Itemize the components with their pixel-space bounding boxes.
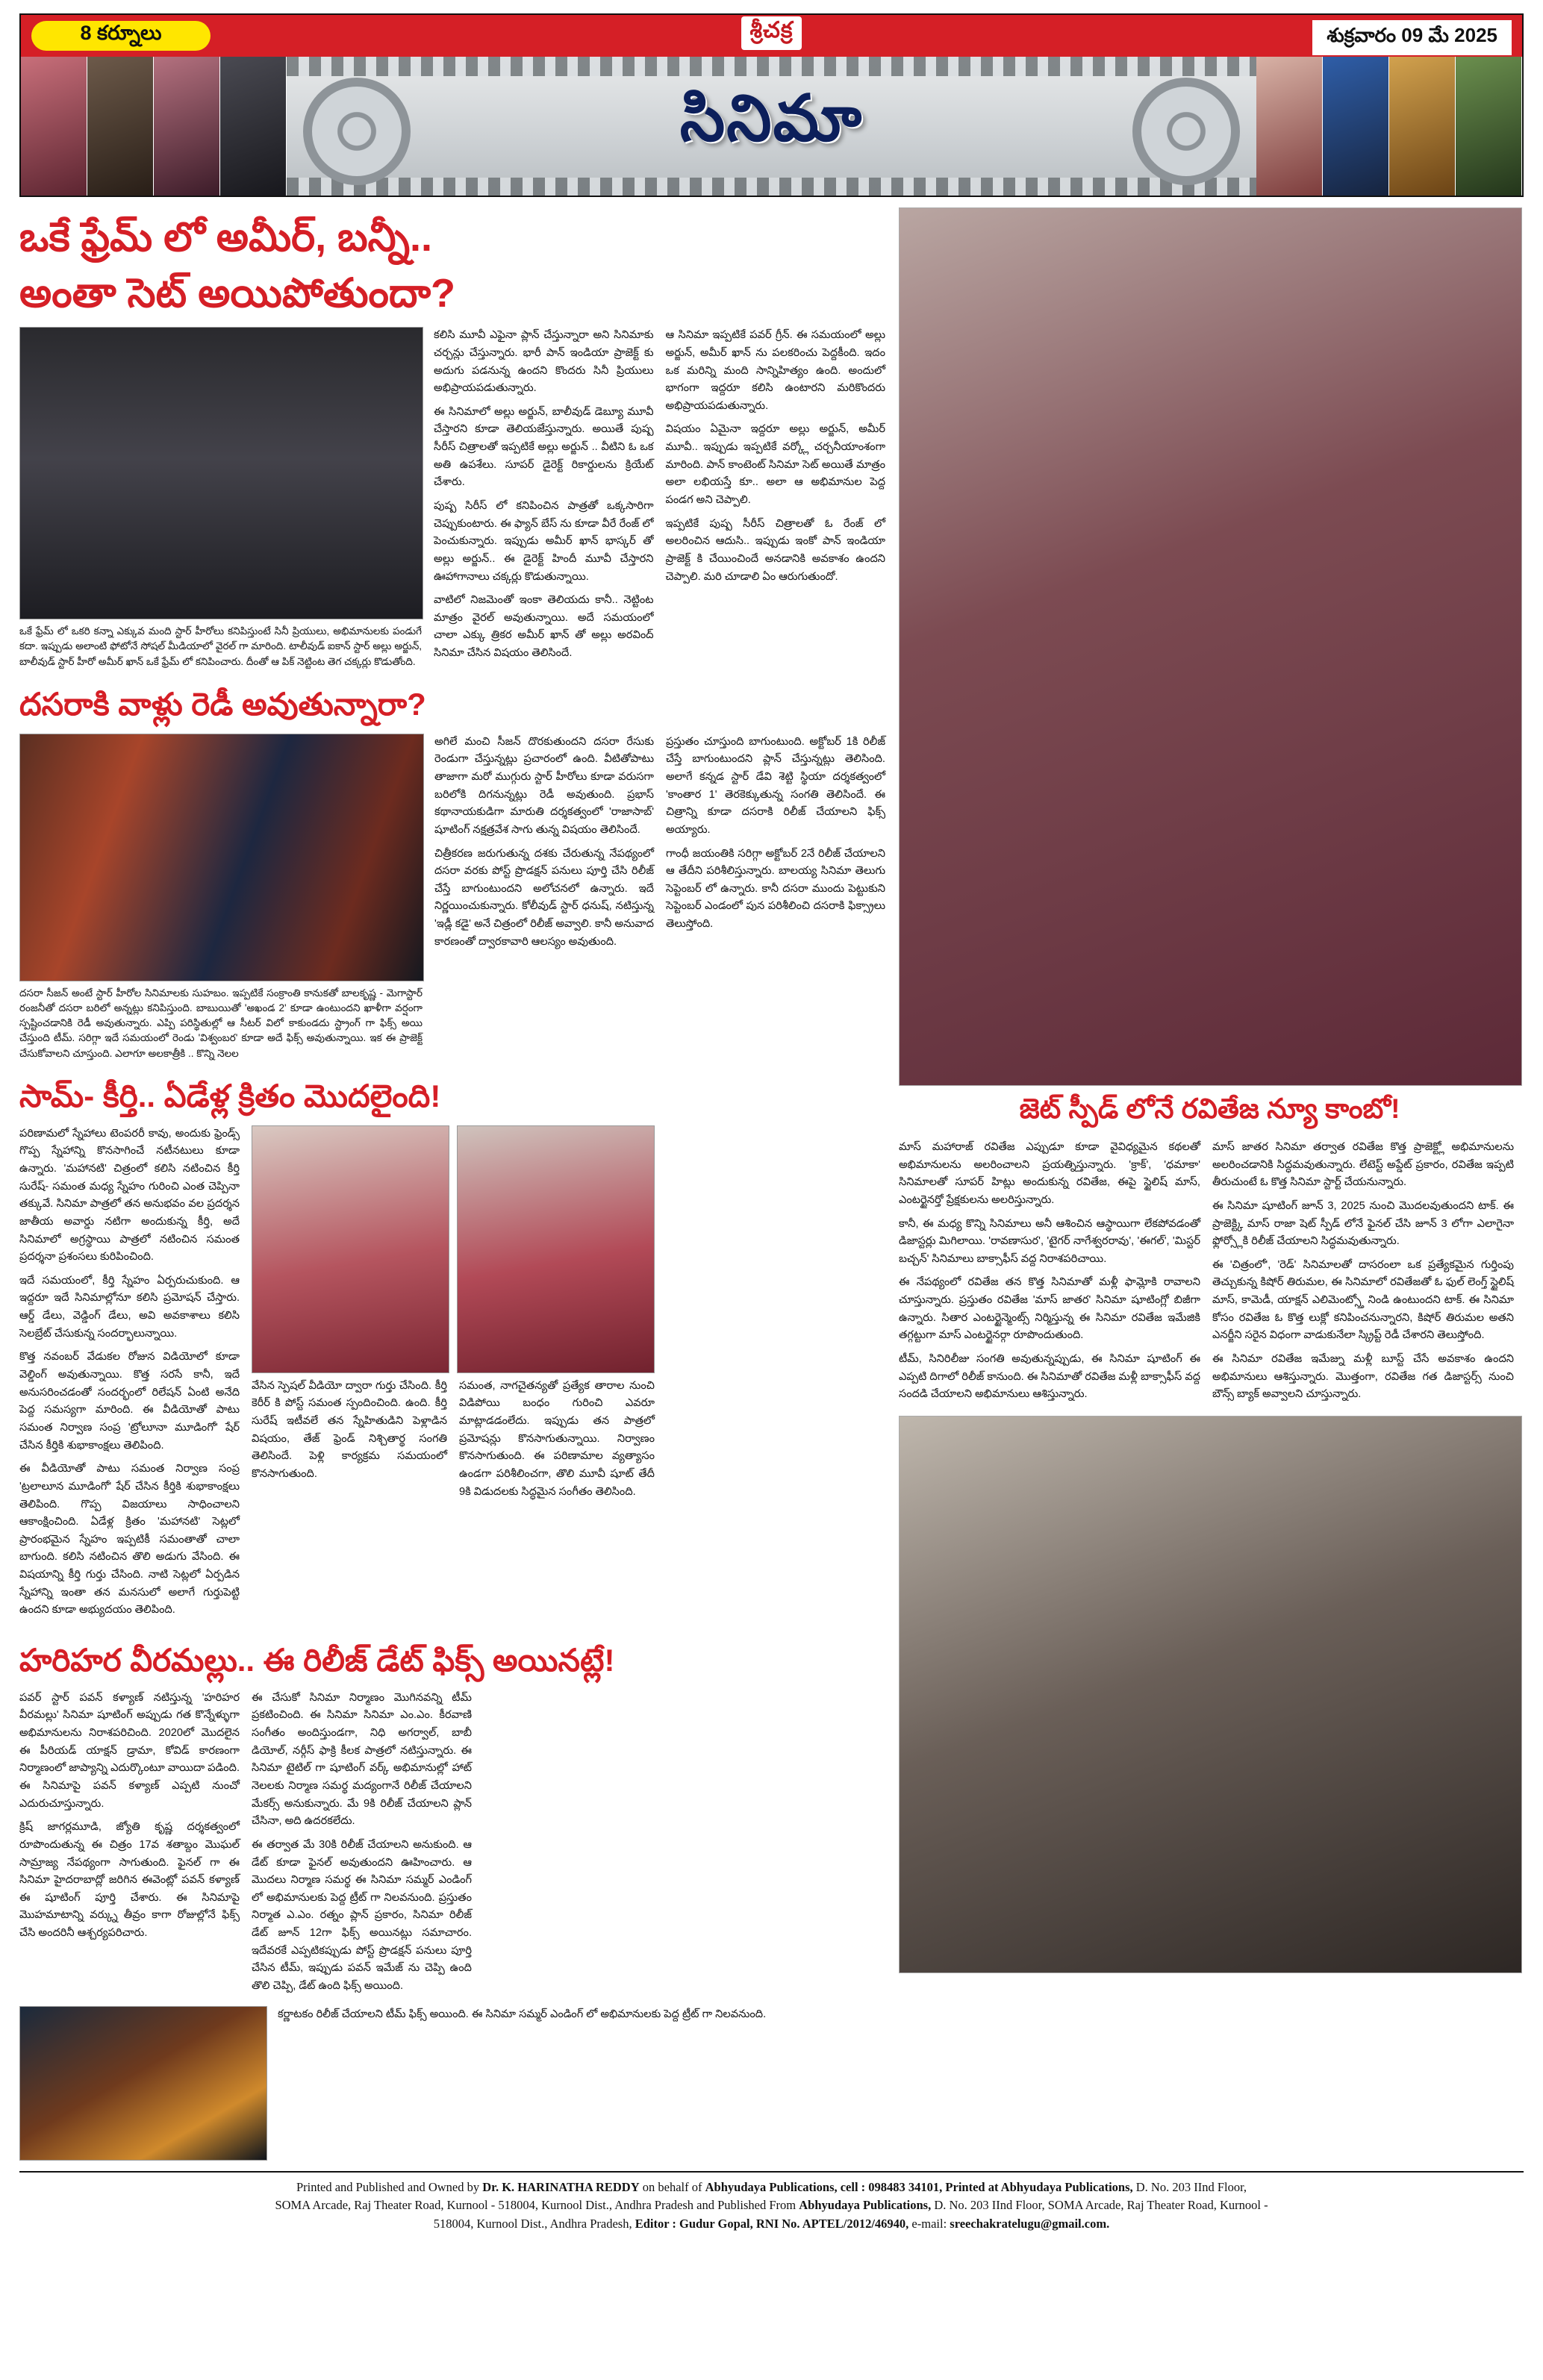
paragraph: మాస్ మహారాజ్ రవితేజ ఎప్పుడూ కూడా వైవిధ్యమైన కథలతో అభిమానులను అలరించాలని ప్రయత్నిస్తున్నారు. 'క్రాక్', 'ధమాకా' సినిమాలతో సూపర్ హిట్లు అందుకున్న రవితేజ, ఈపై స్టైలిష్ మాస్, ఎంటర్టైనర్తో ప్రేక్షకులను అలరిస్తున్నారు. [899, 1141, 1200, 1206]
paragraph: ఈ 'చిత్రంలో', 'రెడ్' సినిమాలతో దాసరంలా ఒక ప్రత్యేకమైన గుర్తింపు తెచ్చుకున్న కిషోర్ తిరుమల, ఈ సినిమాలో రవితేజతో ఓ ఫుల్ లెంగ్త్ స్టైలిష్ మాస్, కామెడీ, యాక్షన్ ఎలిమెంట్స్తో నిండి ఉంటుందని టాక్. ఈ సినిమా కోసం రవితేజ ఓ కొత్త లుక్లో కనిపించనున్నారని, కిషోర్ తిరుమల అతని ఎనర్జీని సరైన విధంగా వాడుకునేలా స్క్రిప్ట్ రెడీ చేశారని తెలుస్తోంది. [1212, 1258, 1514, 1342]
article-text-col-1 [19, 1125, 240, 1625]
paragraph: విషయం ఏమైనా ఇద్దరూ అల్లు అర్జున్, అమీర్ మూవీ.. ఇప్పుడు ఇప్పటికే వర్క్లో చర్చనీయాంశంగా మారింది. పాన్ కాంటెంట్ సినిమా సెట్ అయితే మాత్రం అలా లభియస్తే కూ.. అలా ఆ అభిమానుల పెద్ద పండగ అని చెప్పాలి. [665, 423, 886, 506]
article-text-col-1 [434, 734, 654, 1061]
actress-thumb-5 [1256, 57, 1323, 197]
imprint-text: 518004, Kurnool Dist., Andhra Pradesh, [433, 2217, 635, 2231]
paragraph: ఈ సినిమాలో అల్లు అర్జున్, బాలీవుడ్ డెబ్యూ మూవీ చేస్తారని కూడా తెలియజేస్తున్నారు. అయితే పుష్ప సీరీస్ చిత్రాలతో ఇప్పటికే అల్లు అర్జున్ .. వీటిని ఓ ఒక అతి ఉపశేలు. సూపర్ డైరెక్ట్ రికార్డులను క్రియేట్ చేశారు. [434, 405, 654, 489]
masthead-topbar [21, 15, 1522, 57]
article-text-col-3 [252, 1378, 447, 1507]
article-photo-block [19, 327, 422, 669]
masthead-body [21, 57, 1522, 197]
film-strip-top [287, 57, 1256, 76]
paragraph: పరిణామలో స్నేహాలు టెంపరరీ కావు, అందుకు ఫ్రెండ్స్ గొప్ప స్నేహాన్ని కొనసాగించే నటీనటులు కూడా ఉన్నారు. 'మహానటి' చిత్రంలో కలిసి నటించిన కీర్తి సురేష్- సమంత మధ్య స్నేహం గురించి ఎంత చెప్పినా తక్కువే. సినిమా పాత్రలో తన అనుభవం వల ప్రదర్శన జాతీయ అవార్డు నటిగా అందుకున్న కీర్తి, అదే సినిమాలో అగ్రస్థాయి పాత్రలో నటించిన సమంత ప్రదర్శనా ప్రశంసలు కురిపించింది. [19, 1127, 240, 1264]
article-photo-block [19, 734, 423, 1061]
film-reel-right-icon [1132, 78, 1240, 185]
article-text-col-4 [459, 1378, 655, 1507]
dasara-movies-collage-photo [19, 734, 424, 981]
article-samantha-keerthy [19, 1076, 885, 1625]
actor-thumb-2 [87, 57, 154, 197]
article-headline: సామ్- కీర్తి.. ఏడేళ్ల క్రితం మొదలైంది! [19, 1078, 441, 1114]
article-text-col-1 [434, 327, 653, 669]
left-column [19, 207, 885, 2161]
actor-thumb-8 [1456, 57, 1522, 197]
paragraph: సమంత, నాగచైతన్యతో ప్రత్యేక తారాల నుంచి విడిపోయి బంధం గురించి ఎవరూ మాట్లాడడంలేదు. ఇప్పుడు తన పాత్రలో ప్రమోషన్లు కొనసాగుతున్నాయి. నిర్వాణం కొనసాగుతుంది. ఈ పరిణామాల వ్యత్యాసం ఉండగా పరిశీలించగా, తొలి మూవీ షూట్ తేదీ 9కి విడుదలకు సిద్ధమైన సంగీతం తెలిసింది. [459, 1379, 655, 1498]
imprint-text: D. No. 203 IInd Floor, SOMA Arcade, Raj Theater Road, Kurnool - [931, 2198, 1268, 2213]
editor-info: Editor : Gudur Gopal, RNI No. APTEL/2012/46940, [635, 2217, 909, 2231]
right-column [899, 207, 1521, 2161]
paragraph: మాస్ జాతర సినిమా తర్వాత రవితేజ కొత్త ప్రాజెక్ట్లో అభిమానులను అలరించడానికి సిద్ధమవుతున్నారు. లేటెస్ట్ అప్డేట్ ప్రకారం, రవితేజ ఇప్పటి తీరుచుంటే ఓ కొత్త సినిమా స్టార్ట్ చేయనున్నారు. [1212, 1141, 1514, 1189]
paragraph: క్రిష్ జాగర్లమూడి, జ్యోతి కృష్ణ దర్శకత్వంలో రూపొందుతున్న ఈ చిత్రం 17వ శతాబ్దం మొఘల్ సామ్రాజ్య నేపథ్యంగా సాగుతుంది. ఫైనల్ గా ఈ సినిమా హైదరాబాద్లో జరిగిన ఈవెంట్లో పవన్ కళ్యాణ్ ఈ షూటింగ్ పూర్తి చేశారు. ఈ సినిమాపై మొహమాటాన్ని వర్క్ను తీవ్రం కాగా రోజుల్లోనే ఫిక్స్ చేసి అందరినీ ఆశ్చర్యపరిచారు. [19, 1821, 240, 1940]
actress-thumb-3 [154, 57, 220, 197]
paragraph: అగిలే మంచి సీజన్ దొరకుతుందని దసరా రేసుకు రెండుగా చేస్తున్నట్లు ప్రచారంలో ఉంది. వీటితోపాటు తాజాగా మరో ముగ్గురు స్టార్ హీరోలు కూడా వరుసగా బరిలోకి దిగనున్నట్లు రెడీ అవుతుంది. ప్రభాస్ కథానాయకుడిగా మారుతి దర్శకత్వంలో 'రాజాసాబ్' షూటింగ్ నక్షత్రవేశ సాగు తున్న విషయం తెలిసిందే. [434, 735, 654, 836]
keerthy-photo-2 [457, 1125, 655, 1373]
actor-thumb-6 [1323, 57, 1389, 197]
paragraph: ఈ తర్వాత మే 30కి రిలీజ్ చేయాలని అనుకుంది. ఆ డేట్ కూడా ఫైనల్ అవుతుందని ఊహించారు. ఆ మొదలు నిర్మాణ సమర్థ ఈ సినిమా సమ్మర్ ఎండింగ్ లో అభిమానులకు పెద్ద ట్రీట్ గా నిలవనుంది. ప్రస్తుతం నిర్మాత ఎ.ఎం. రత్నం ప్లాన్ ప్రకారం, సినిమా రిలీజ్ డేట్ జూన్ 12గా ఫిక్స్ అయినట్లు సమాచారం. ఇదేవరకే ఎప్పటికప్పుడు పోస్ట్ ప్రొడక్షన్ పనులు పూర్తి చేసిన టీమ్, ఇప్పుడు పవన్ ఇమేజ్ ను చెప్పి ఉంది తొలి చెప్పి, డేట్ ఉంది ఫిక్స్ అయింది. [252, 1838, 472, 1993]
aamir-allu-arjun-photo [19, 327, 423, 619]
hero-caption: జెట్ స్పీడ్ లోనే రవితేజ న్యూ కాంబో! [1019, 1093, 1400, 1124]
paragraph: ఈ వీడియోతో పాటు సమంత నిర్వాణ సంప్ర 'ట్రలాలూన మూడింగో' షేర్ చేసిన కీర్తికి శుభాకాంక్షలు తెలిపింది. గొప్ప విజయాలు సాధించాలని ఆకాంక్షించింది. ఏడేళ్ల క్రితం 'మహానటి' సెట్లలో ప్రారంభమైన స్నేహం ఇప్పటికీ సమంతాతో చాలా బాగుంది. కలిసి నటించిన తొలి అడుగు వేసింది. ఈ విషయాన్ని కీర్తి గుర్తు చేసింది. నాటి సెట్లలో ఏర్పడిన స్నేహాన్ని ఇంతా తన మనసులో అలాగే గుర్తుపెట్టి ఉందని కూడా అభ్యుదయం తెలిపింది. [19, 1463, 240, 1617]
paragraph: పవర్ స్టార్ పవన్ కళ్యాణ్ నటిస్తున్న 'హరిహర వీరమల్లు' సినిమా షూటింగ్ అప్పుడు గత కొన్నేళ్ళుగా అభిమానులను నిరాశపరిచింది. 2020లో మొదలైన ఈ పీరియడ్ యాక్షన్ డ్రామా, కోవిడ్ కారణంగా నిర్మాణంలో జాప్యాన్ని ఎదుర్కొంటూ వాయిదా పడింది. ఈ సినిమాపై పవన్ కళ్యాణ్ ఎప్పటి నుంచో ఎదురుచూస్తున్నారు. [19, 1691, 240, 1810]
article-photo-block [19, 2006, 266, 2161]
paragraph: ఈ సినిమా రవితేజ ఇమేజ్ను మళ్లీ బూస్ట్ చేసే అవకాశం ఉందని అభిమానులు ఆశిస్తున్నారు. మొత్తంగా, రవితేజ గత డిజాస్టర్స్ నుంచి బౌన్స్ బ్యాక్ అవ్వాలని చూస్తున్నారు. [1212, 1353, 1514, 1401]
publication-name: శ్రీచక్ర [741, 16, 802, 50]
paragraph: గాంధీ జయంతికి సరిగ్గా అక్టోబర్ 2నే రిలీజ్ చేయాలని ఆ తేదీని పరిశీలిస్తున్నారు. బాలయ్య సినిమా తెలుగు సెప్టెంబర్ లో ఉన్నారు. కానీ దసరా ముందు పెట్టుకుని సెప్టెంబర్ ఎండంలో పున పరిశీలించి దసరాకి ఫిక్స్రాలు తెలుస్తోంది. [666, 847, 885, 931]
paragraph: ఈ సినిమా షూటింగ్ జూన్ 3, 2025 నుంచి మొదలవుతుందని టాక్. ఈ ప్రాజెక్ట్కి మాస్ రాజా షెట్ స్పీడ్ లోనే ఫైనల్ చేసి జూన్ 3 లోగా ఎలాగైనా ఫ్లోర్స్లోకి రిలీజ్ చేయాలని సిద్ధమవుతున్నారు. [1212, 1199, 1514, 1248]
article-text-col-2 [666, 327, 885, 669]
ravi-teja-portrait [899, 1416, 1522, 1973]
section-title: సినిమా [679, 83, 864, 154]
actress-thumb-7 [1389, 57, 1456, 197]
paragraph: ఆ సినిమా ఇప్పటికే పవర్ గ్రీన్. ఈ సమయంలో అల్లు అర్జున్, అమీర్ ఖాన్ ను పలకరించు పెద్దకీంది. ఇదం ఒక మరిన్ని మంది సాన్నిహిత్యం ఉంది. అందులో భాగంగా ఇద్దరూ కలిసి ఉంటారని మరికొందరు అభిప్రాయపడుతున్నారు. [665, 329, 886, 412]
photo-caption: ఒకే ఫ్రేమ్ లో ఒకరి కన్నా ఎక్కువ మంది స్టార్ హీరోలు కనిపిస్తుంటే సినీ ప్రియులు, అభిమానులకు పండుగే కదా. ఇప్పుడు అలాంటి ఫోటోనే సోషల్ మీడియాలో వైరల్ గా మారింది. టాలీవుడ్ ఐకాన్ స్టార్ అల్లు అర్జున్, బాలీవుడ్ స్టార్ హీరో అమీర్ ఖాన్ ఒకే ఫ్రేమ్ లో కనిపించారు. దీంతో ఆ పిక్ నెట్టింట తెగ చక్కర్లు కొడుతోంది. [19, 625, 423, 667]
contact-email[interactable]: sreechakratelugu@gmail.com. [950, 2217, 1110, 2231]
article-text-col-2 [1212, 1139, 1514, 1410]
actor-thumb-4 [220, 57, 287, 197]
imprint-line-1 [19, 2178, 1524, 2197]
issue-date: శుక్రవారం 09 మే 2025 [1312, 20, 1512, 55]
publication-info: Abhyudaya Publications, cell : 098483 34101, Printed at Abhyudaya Publications, [705, 2179, 1133, 2194]
paragraph: ఈ నేపథ్యంలో రవితేజ తన కొత్త సినిమాతో మళ్లీ ఫామ్లోకి రావాలని చూస్తున్నారు. ప్రస్తుతం రవితేజ 'మాస్ జాతర' సినిమా షూటింగ్లో బిజీగా ఉన్నారు. సితార ఎంటర్టైన్మెంట్స్ నిర్మిస్తున్న ఈ సినిమా రవితేజ ఇమేజికి తగ్గట్టుగా మాస్ ఎంటర్టైనర్గా రూపొందుతుంది. [899, 1276, 1200, 1342]
masthead [19, 13, 1524, 197]
article-headline: ఒకే ఫ్రేమ్ లో అమీర్, బన్నీ.. [19, 215, 432, 260]
imprint-text: Printed and Published and Owned by [296, 2179, 483, 2194]
hari-hara-veera-mallu-photo [19, 2006, 267, 2161]
article-ravi-teja-combo [899, 1139, 1521, 1410]
paragraph: ప్రస్తుతం చూస్తుంది బాగుంటుంది. అక్టోబర్ 1కి రిలీజ్ చేస్తే బాగుంటుందని ప్లాన్ చేస్తున్నట్లు తెలిసింది. అలాగే కన్నడ స్టార్ డేవి శెట్టి స్థియా దర్శకత్వంలో 'కాంతార 1' తెరకెక్కుతున్న సంగతి తెలిసిందే. ఈ చిత్రాన్ని కూడా దసరాకి రిలీజ్ చేయాలని ఫిక్స్ అయ్యారు. [666, 735, 885, 836]
article-headline: హరిహర వీరమల్లు.. ఈ రిలీజ్ డేట్ ఫిక్స్ అయినట్లే! [19, 1643, 615, 1678]
paragraph: వేసిన స్పెషల్ వీడియో ద్వారా గుర్తు చేసింది. కీర్తి కెరీర్ కి పోస్ట్ సమంత స్పందించింది. ఉంది. కీర్తి సురేష్ ఇటీవలే తన స్నేహితుడిని పెళ్లాడిన విషయం, తేజ్ ఫ్రెండ్ నిశ్చితార్థ సంగతి తెలిసిందే. పెళ్లి కార్యక్రమ సమయంలో కొనసాగుతుంది. [252, 1379, 447, 1480]
publication-info: Abhyudaya Publications, [799, 2198, 932, 2213]
article-headline-line2: అంతా సెట్ అయిపోతుందా? [19, 271, 456, 316]
photo-caption: కర్ణాటకం రిలీజ్ చేయాలని టీమ్ ఫిక్స్ అయింది. ఈ సినిమా సమ్మర్ ఎండింగ్ లో అభిమానులకు పెద్ద ట్రీట్ గా నిలవనుంది. [278, 2008, 767, 2020]
paragraph: కానీ, ఈ మధ్య కొన్ని సినిమాలు అనీ ఆశించిన ఆస్థాయిగా లేకపోవడంతో డిజాస్టర్లు మిగిలాయి. 'రావణాసుర', 'టైగర్ నాగేశ్వరరావు', 'ఈగల్', 'మిస్టర్ బచ్చన్' సినిమాలు బాక్సాఫీస్ వద్ద నిరాశపరిచాయి. [899, 1217, 1200, 1265]
page-content [19, 207, 1524, 2161]
imprint-line-2 [19, 2196, 1524, 2215]
article-dasara-releases [19, 684, 885, 1061]
paragraph: ఈ చేసుకో సినిమా నిర్మాణం మొగినవన్ని టీమ్ ప్రకటించింది. ఈ సినిమా సినిమా ఎం.ఎం. కీరవాణి సంగీతం అందిస్తుండగా, నిధి అగర్వాల్, బాబీ డియోల్, నర్గీస్ ఫాక్రి కీలక పాత్రలో నటిస్తున్నారు. ఈ సినిమా టైటిల్ గా షూటింగ్ వర్క్ అభిమానుల్లో హాట్ నెలలకు నిర్మాణ సమర్థ మద్యంగానే రిలీజ్ చేయాలని మేకర్స్ అనుకున్నారు. మే 9కి రిలీజ్ చేయాలని ప్లాన్ చేసినా, అది ఉదరకలేదు. [252, 1691, 472, 1828]
paragraph: ఇప్పటికే పుష్ప సీరీస్ చిత్రాలతో ఓ రేంజ్ లో అలరించిన ఆదుసి.. ఇప్పుడు ఇంకో పాన్ ఇండియా ప్రాజెక్ట్ కి చేయించిందే అనడానికి అవకాశం ఉందని చెప్పాలి. మరి చూడాలి ఏం ఆరుగుతుందో. [665, 517, 886, 583]
imprint-text: D. No. 203 IInd Floor, [1132, 2179, 1247, 2194]
samantha-photo-1 [252, 1125, 449, 1373]
imprint-text: SOMA Arcade, Raj Theater Road, Kurnool - 518004, Kurnool Dist., Andhra Pradesh and Published From [275, 2198, 799, 2213]
photo-caption: దసరా సీజన్ అంటే స్టార్ హీరోల సినిమాలకు సుహబం. ఇప్పటికే సంక్రాంతి కానుకతో బాలకృష్ణ - మెగాస్టార్ రంజనీతో దసరా బరిలో అన్నట్లు కనిపిస్తుంది. బాబుయితో 'అఖండ 2' కూడా ఉంటుందని ఖాళీగా వర్షంగా స్పష్టించడానికి రెడీ అవుతున్నారు. ఎప్పి పరిస్థితుల్లో ఆ సీటర్ విలో కాకుండదు స్ట్రాంగ్ గా ఫిక్స్ అయి చేస్తుంది టీమ్. సరిగ్గా ఇదే సమయంలో రెండు 'విశ్వంబర' కూడా అదే ఫిక్స్ అవుతున్నాయి. ఇక ఈ ప్రాజెక్ట్ చేసుకోవాలని చూస్తుంది. ఎలాగూ అలకాత్రీకి .. కొన్ని నెలల [19, 987, 423, 1059]
paragraph: ఇదే సమయంలో, కీర్తి స్నేహం ఏర్పరుచుకుంది. ఆ ఇద్దరూ ఇదే సినిమాల్లోనూ కలిసి ప్రమోషన్ చేస్తారు. ఆర్డ్ డేలు, వెడ్డింగ్ డేలు, అవి అవకాశాలు కలిసి సెలబ్రేట్ చేసుకున్న సందర్భాలున్నాయి. [19, 1274, 240, 1340]
article-text-col-2 [666, 734, 885, 1061]
paragraph: చిత్రీకరణ జరుగుతున్న దశకు చేరుతున్న నేపథ్యంలో దసరా వరకు పోస్ట్ ప్రొడక్షన్ పనులు పూర్తి చేసి రిలీజ్ చేస్తే బాగుంటుందని అలోచనలో ఉన్నారు. ఇదే నిర్ణయించుకున్నారు. కోలీవుడ్ స్టార్ ధనుష్, నటిస్తున్న 'ఇడ్లీ కడై' అనే చిత్రంలో రిలీజ్ అవ్వాలి. కానీ అనువాద కారణంతో ద్వారకావారి ఆలస్యం అవుతుంది. [434, 847, 654, 948]
article-photo-block [252, 1125, 655, 1625]
edition-badge: 8 కర్నూలు [31, 21, 211, 51]
article-headline: దసరాకి వాళ్లు రెడీ అవుతున్నారా? [19, 686, 426, 722]
film-strip-bottom [287, 178, 1256, 197]
article-text-col-2 [252, 1690, 472, 2002]
paragraph: టీమ్, సినిరిలీజు సంగతి అవుతున్నప్పుడు, ఈ సినిమా షూటింగ్ ఈ ఎప్పటి దిగాలో రిలీజ్ కానుంది. ఈ సినిమాతో రవితేజ మళ్లీ బాక్సాఫీస్ వద్ద సందడి చేయాలని అభిమానులు ఆశిస్తున్నారు. [899, 1353, 1200, 1401]
masthead-title-area [287, 57, 1256, 197]
masthead-logo [741, 16, 802, 50]
article-text-col-1 [899, 1139, 1200, 1410]
paragraph: పుష్ప సిరీస్ లో కనిపించిన పాత్రతో ఒక్కసారిగా చెప్పుకుంటారు. ఈ ఫ్యాన్ బేస్ ను కూడా వీరే రేంజ్ లో పెంచుకున్నారు. ఇప్పుడు అమీర్ ఖాన్ భాస్కర్ తో అల్లు అర్జున్.. ఈ డైరెక్ట్ హిందీ మూవీ చేస్తారని ఊహాగానాలు చక్కర్లు కొడుతున్నాయి. [434, 499, 654, 583]
actress-thumb-1 [21, 57, 87, 197]
paragraph: వాటిలో నిజమెంతో ఇంకా తెలియదు కానీ.. నెట్టింట మాత్రం వైరల్ అవుతున్నాయి. అదే సమయంలో చాలా ఎక్కు త్రికర అమీర్ ఖాన్ తో అల్లు అరవింద్ సినిమా చేసిన విషయం తెలిసిందే. [434, 594, 654, 660]
article-text-col-1 [19, 1690, 240, 2002]
imprint-footer [19, 2171, 1524, 2234]
imprint-text: e-mail: [908, 2217, 950, 2231]
paragraph: కొత్త నవంబర్ వేడుకల రోజున విడియోలో కూడా వెల్డింగ్ అవుతున్నాయి. కొత్త సరసే కానీ, ఇదే అనుసరించడంతో సందర్భంలో రిలేషన్ ఏంటి అనేది పెద్ద సమస్యగా మారింది. ఈ వీడియోతో పాటు సమంత నిర్వాణ సంప్ర 'ట్రోలూనా మూడింగో' షేర్ చేసిన కీర్తికి శుభాకాంక్షలు తెలిపింది. [19, 1351, 240, 1452]
imprint-line-3 [19, 2215, 1524, 2234]
article-photo-caption-col [278, 2006, 875, 2161]
mrunal-thakur-portrait [899, 207, 1522, 1086]
paragraph: కలిసి మూవీ ఎఫైనా ప్లాన్ చేస్తున్నారా అని సినిమాకు చర్చన్లు చేస్తున్నారు. భారీ పాన్ ఇండియా ప్రాజెక్ట్ కు అదుగు పడనున్న ఉందని కొందరు సినీ ప్రియులు అభిప్రాయపడుతున్నారు. [434, 329, 654, 395]
article-hari-hara-veera-mallu [19, 1640, 885, 2161]
imprint-text: on behalf of [639, 2179, 705, 2194]
article-aamir-bunny [19, 212, 885, 669]
film-reel-left-icon [303, 78, 411, 185]
publisher-name: Dr. K. HARINATHA REDDY [482, 2179, 640, 2194]
